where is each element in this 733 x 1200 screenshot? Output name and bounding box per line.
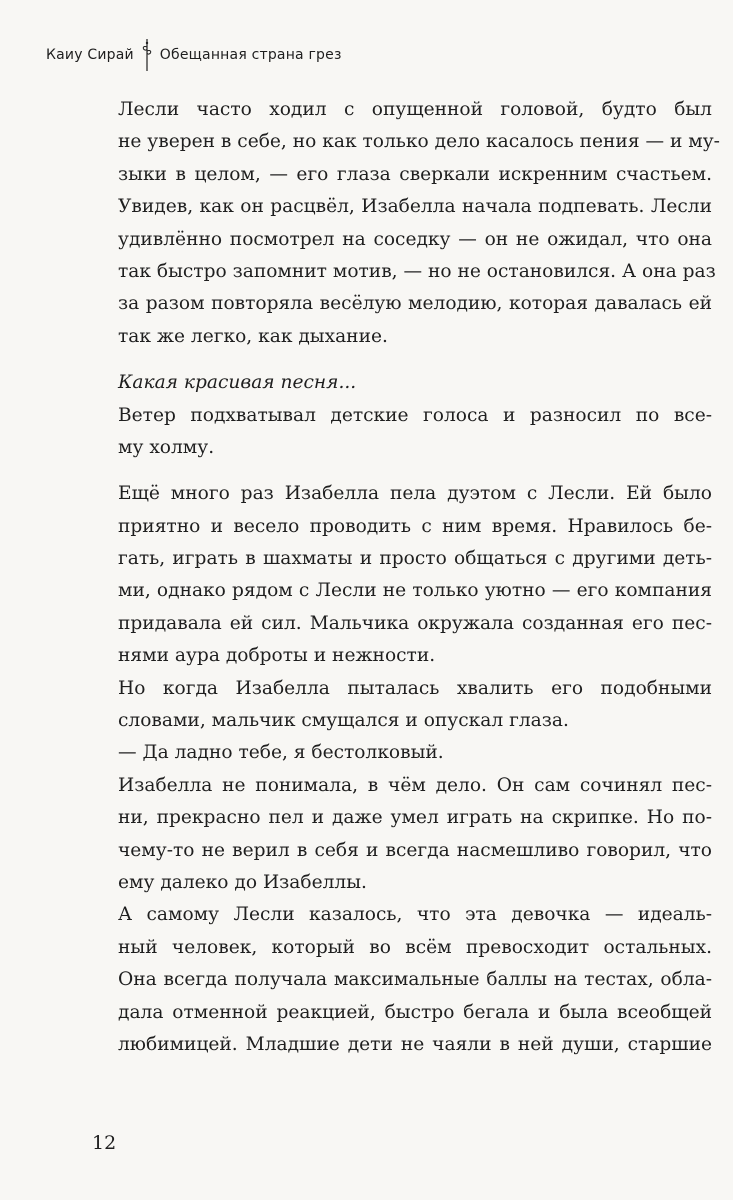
paragraph	[118, 400, 712, 465]
text-line: ми, однако рядом с Лесли не только уютно — его компания	[118, 580, 712, 602]
paragraph-gap	[118, 464, 712, 478]
text-line: не уверен в себе, но как только дело касалось пения — и му-	[118, 131, 720, 153]
text-line: так быстро запомнит мотив, — но не остановился. А она раз	[118, 260, 716, 282]
paragraph	[118, 367, 712, 399]
text-line: дала отменной реакцией, быстро бегала и была всеобщей	[118, 1001, 712, 1023]
text-line: любимицей. Младшие дети не чаяли в ней души, старшие	[118, 1033, 712, 1055]
paragraph	[118, 673, 712, 738]
text-line: Лесли часто ходил с опущенной головой, будто был	[118, 99, 712, 120]
paragraph-gap	[118, 353, 712, 367]
text-line: удивлённо посмотрел на соседку — он не ожидал, что она	[118, 228, 712, 250]
text-line: ный человек, который во всём превосходит остальных.	[118, 936, 712, 958]
paragraph	[118, 899, 712, 1061]
text-line: гать, играть в шахматы и просто общаться с другими деть-	[118, 548, 712, 570]
text-line: зыки в целом, — его глаза сверкали искренним счастьем.	[118, 163, 712, 185]
text-line: А самому Лесли казалось, что эта девочка — идеаль-	[118, 904, 712, 926]
paragraph	[118, 737, 712, 769]
text-line: нями аура доброты и нежности.	[118, 645, 436, 667]
body-text	[118, 94, 720, 1061]
running-head	[46, 44, 342, 66]
text-line: словами, мальчик смущался и опускал глаза.	[118, 710, 569, 732]
text-line: Ветер подхватывал детские голоса и разносил по все-	[118, 404, 712, 426]
text-line: му холму.	[118, 436, 215, 458]
text-line: так же легко, как дыхание.	[118, 325, 388, 347]
text-line: чему-то не верил в себя и всегда насмешливо говорил, что	[118, 839, 712, 861]
text-line: Она всегда получала максимальные баллы на тестах, обла-	[118, 969, 712, 991]
text-line: Увидев, как он расцвёл, Изабелла начала подпевать. Лесли	[118, 196, 712, 218]
running-head-title: Обещанная страна грез	[159, 47, 342, 63]
text-line: — Да ладно тебе, я бестолковый.	[118, 742, 444, 764]
text-line: Ещё много раз Изабелла пела дуэтом с Лесли. Ей было	[118, 483, 712, 505]
paragraph	[118, 478, 712, 672]
text-line: приятно и весело проводить с ним время. Нравилось бе-	[118, 515, 712, 537]
text-line: придавала ей сил. Мальчика окружала созданная его пес-	[118, 612, 712, 634]
text-line: Но когда Изабелла пыталась хвалить его подобными	[118, 677, 712, 699]
text-line: Изабелла не понимала, в чём дело. Он сам сочинял пес-	[118, 774, 712, 796]
text-line: ему далеко до Изабеллы.	[118, 871, 367, 893]
text-line: Какая красивая песня...	[118, 372, 357, 394]
ornament-divider-icon	[140, 37, 154, 73]
running-head-author: Каиу Сирай	[46, 47, 134, 63]
paragraph	[118, 94, 720, 353]
text-line: за разом повторяла весёлую мелодию, которая давалась ей	[118, 293, 712, 315]
paragraph	[118, 770, 712, 900]
page-number: 12	[92, 1132, 117, 1154]
text-line: ни, прекрасно пел и даже умел играть на скрипке. Но по-	[118, 807, 712, 829]
